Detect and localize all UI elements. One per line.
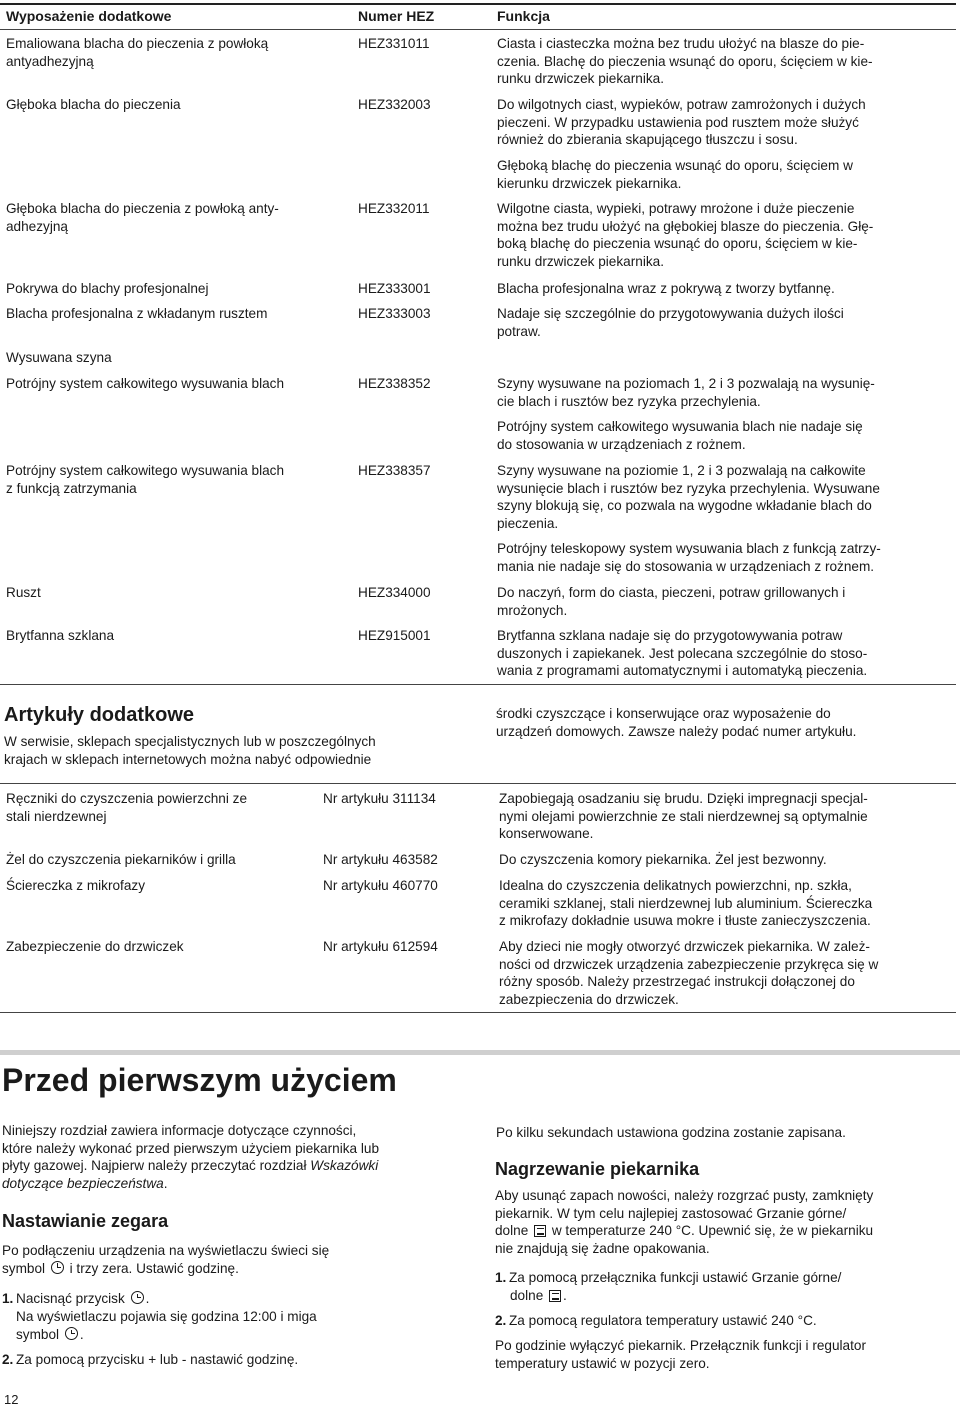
intro-reference: Wskazówki dotyczące bezpieczeństwa	[2, 1158, 379, 1191]
step-text: dolne	[510, 1288, 548, 1303]
clock-icon	[65, 1327, 78, 1340]
extra-article-number: Nr artykułu 311134	[323, 791, 436, 806]
extra-article-number: Nr artykułu 460770	[323, 878, 438, 893]
top-bottom-heat-icon	[549, 1290, 561, 1302]
extras-top-rule	[0, 783, 956, 784]
top-bottom-heat-icon	[534, 1225, 546, 1237]
extra-name: Ręczniki do czyszczenia powierzchni ze stali nierdzewnej	[6, 791, 248, 824]
extra-name: Zabezpieczenie do drzwiczek	[6, 939, 184, 954]
step-text-end: .	[563, 1288, 567, 1303]
row-hez: HEZ333001	[358, 281, 431, 296]
row-hez: HEZ332011	[358, 201, 430, 216]
clock-save-note: Po kilku sekundach ustawiona godzina zostanie zapisana.	[496, 1125, 846, 1140]
extras-intro-right: środki czyszczące i konserwujące oraz wyposażenie do urządzeń domowych. Zawsze należy podać numer artykułu.	[496, 706, 857, 739]
row-name: Blacha profesjonalna z wkładanym rusztem	[6, 306, 268, 321]
section-title-heating: Nagrzewanie piekarnika	[495, 1159, 700, 1179]
step-number: 1.	[495, 1270, 507, 1285]
row-hez: HEZ333003	[358, 306, 431, 321]
clock-icon	[131, 1291, 144, 1304]
clock-text: Po podłączeniu urządzenia na wyświetlaczu świeci się symbol	[2, 1243, 330, 1276]
step-result-end: .	[79, 1327, 84, 1342]
intro-text: Niniejszy rozdział zawiera informacje dotyczące czynności, które należy wykonać przed pierwszym użyciem piekarnika lub płyty gazowej. Najpierw należy przeczytać rozdział	[2, 1123, 380, 1174]
page-number: 12	[4, 1392, 19, 1407]
step-result-text: symbol	[16, 1327, 63, 1342]
row-name: Pokrywa do blachy profesjonalnej	[6, 281, 209, 296]
clock-step-1	[2, 1290, 149, 1308]
row-function: Nadaje się szczególnie do przygotowywania dużych ilości potraw.	[497, 306, 844, 339]
row-hez: HEZ338357	[358, 463, 431, 478]
row-function: Szyny wysuwane na poziomie 1, 2 i 3 pozwalają na całkowite wysunięcie blach i rusztów bez ryzyka przechylenia. Wysuwane szyny blokują się, co pozwala na wygodne wkładanie blach do pieczenia.	[497, 463, 880, 531]
row-hez: HEZ332003	[358, 97, 431, 112]
clock-step-1-result	[16, 1308, 317, 1326]
row-hez: HEZ334000	[358, 585, 431, 600]
row-function: Ciasta i ciasteczka można bez trudu ułożyć na blasze do pie- czenia. Blachę do pieczenia wsunąć do oporu, ścięciem w kie- runku drzwiczek piekarnika.	[497, 36, 873, 87]
row-name: Potrójny system całkowitego wysuwania blach	[6, 376, 285, 391]
first-use-intro	[2, 1122, 379, 1192]
row-function-note: Potrójny system całkowitego wysuwania blach nie nadaje się do stosowania w urządzeniach z rożnem.	[497, 419, 863, 452]
heating-intro	[495, 1187, 873, 1257]
row-function: Blacha profesjonalna wraz z pokrywą z tworzy bytfannę.	[497, 281, 835, 296]
col-header-accessory: Wyposażenie dodatkowe	[6, 8, 172, 24]
heating-text-end: w temperaturze 240 °C. Upewnić się, że w piekarniku nie znajdują się żadne opakowania.	[495, 1223, 874, 1256]
extra-article-number: Nr artykułu 612594	[323, 939, 438, 954]
step-result-text: Na wyświetlaczu pojawia się godzina 12:00 i miga	[16, 1309, 317, 1324]
table-top-rule	[0, 3, 956, 5]
section-title-extras: Artykuły dodatkowe	[4, 704, 195, 726]
extra-description: Do czyszczenia komory piekarnika. Żel jest bezwonny.	[499, 852, 827, 867]
extra-description: Zapobiegają osadzaniu się brudu. Dzięki impregnacji specjal- nymi olejami powierzchnie ze stali nierdzewnej są optymalnie konserwowane.	[499, 791, 868, 842]
clock-step-2	[2, 1351, 298, 1369]
step-text-end: .	[145, 1291, 150, 1306]
step-number: 2.	[495, 1313, 507, 1328]
row-name: Ruszt	[6, 585, 41, 600]
heating-text: Aby usunąć zapach nowości, należy rozgrzać pusty, zamknięty piekarnik. W tym celu najlepiej zastosować Grzanie górne/ dolne	[495, 1188, 874, 1239]
table-header-rule	[0, 29, 956, 30]
heating-step-1	[495, 1269, 841, 1287]
col-header-function: Funkcja	[497, 8, 550, 24]
row-name: Emaliowana blacha do pieczenia z powłoką antyadhezyjną	[6, 36, 269, 69]
clock-text-end: i trzy zera. Ustawić godzinę.	[65, 1260, 239, 1276]
intro-end: .	[163, 1175, 168, 1191]
step-text: Za pomocą regulatora temperatury ustawić 240 °C.	[509, 1313, 817, 1328]
section-title-clock: Nastawianie zegara	[2, 1211, 169, 1231]
row-hez: HEZ331011	[358, 36, 430, 51]
step-text: Za pomocą przełącznika funkcji ustawić Grzanie górne/	[509, 1270, 842, 1285]
row-function-note: Głęboką blachę do pieczenia wsunąć do oporu, ścięciem w kierunku drzwiczek piekarnika.	[497, 158, 853, 191]
step-text: Za pomocą przycisku + lub - nastawić godzinę.	[16, 1352, 299, 1367]
heating-outro: Po godzinie wyłączyć piekarnik. Przełącznik funkcji i regulator temperatury ustawić w pozycji zero.	[495, 1338, 866, 1371]
extra-name: Ściereczka z mikrofazy	[6, 878, 145, 893]
step-number: 1.	[2, 1291, 14, 1306]
row-name: Potrójny system całkowitego wysuwania blach z funkcją zatrzymania	[6, 463, 285, 496]
row-hez: HEZ338352	[358, 376, 431, 391]
clock-intro	[2, 1242, 329, 1277]
table-bottom-rule	[0, 684, 956, 685]
row-function-note: Potrójny teleskopowy system wysuwania blach z funkcją zatrzy- mania nie nadaje się do stosowania w urządzeniach z rożnem.	[497, 541, 881, 574]
extras-bottom-rule	[0, 1012, 956, 1013]
row-name: Głęboka blacha do pieczenia	[6, 97, 181, 112]
extra-description: Idealna do czyszczenia delikatnych powierzchni, np. szkła, ceramiki szklanej, stali nierdzewnej lub aluminium. Ściereczka z mikrofazy dokładnie usuwa mokre i tłuste zanieczyszczenia.	[499, 878, 873, 929]
clock-step-1-result-2	[16, 1326, 84, 1344]
extra-description: Aby dzieci nie mogły otworzyć drzwiczek piekarnika. W zależ- ności od drzwiczek urządzenia zabezpieczenie przykręca się w różny sposób. Należy przestrzegać instrukcji dołączonej do zabezpieczenia do drzwiczek.	[499, 939, 879, 1007]
row-function: Szyny wysuwane na poziomach 1, 2 i 3 pozwalają na wysunię- cie blach i rusztów bez ryzyka przechylenia.	[497, 376, 875, 409]
step-text: Nacisnąć przycisk	[16, 1291, 129, 1306]
row-group-label: Wysuwana szyna	[6, 350, 112, 365]
row-function: Brytfanna szklana nadaje się do przygotowywania potraw duszonych i zapiekanek. Jest polecana szczególnie do stoso- wania z programami automatycznymi i automatyką pieczenia.	[497, 628, 868, 679]
row-function: Do wilgotnych ciast, wypieków, potraw zamrożonych i dużych pieczeni. W przypadku ustawienia pod rusztem może służyć również do zbierania skapującego tłuszczu i sosu.	[497, 97, 866, 148]
clock-icon	[51, 1261, 64, 1274]
row-function: Do naczyń, form do ciasta, pieczeni, potraw grillowanych i mrożonych.	[497, 585, 846, 618]
row-hez: HEZ915001	[358, 628, 431, 643]
extras-intro-left: W serwisie, sklepach specjalistycznych lub w poszczególnych krajach w sklepach internetowych można nabyć odpowiednie	[4, 734, 376, 767]
col-header-hez: Numer HEZ	[358, 8, 435, 24]
section-divider	[0, 1050, 960, 1055]
row-function: Wilgotne ciasta, wypieki, potrawy mrożone i duże pieczenie można bez trudu ułożyć na głębokiej blasze do pieczenia. Głę- boką blachę do pieczenia wsunąć do oporu, ścięciem w kie- runku drzwiczek piekarnika.	[497, 201, 874, 269]
step-number: 2.	[2, 1352, 14, 1367]
heating-step-1-cont	[510, 1287, 567, 1305]
row-name: Głęboka blacha do pieczenia z powłoką anty- adhezyjną	[6, 201, 279, 234]
chapter-title: Przed pierwszym użyciem	[2, 1062, 397, 1098]
heating-step-2	[495, 1312, 817, 1330]
row-name: Brytfanna szklana	[6, 628, 115, 643]
extra-article-number: Nr artykułu 463582	[323, 852, 438, 867]
extra-name: Żel do czyszczenia piekarników i grilla	[6, 852, 236, 867]
